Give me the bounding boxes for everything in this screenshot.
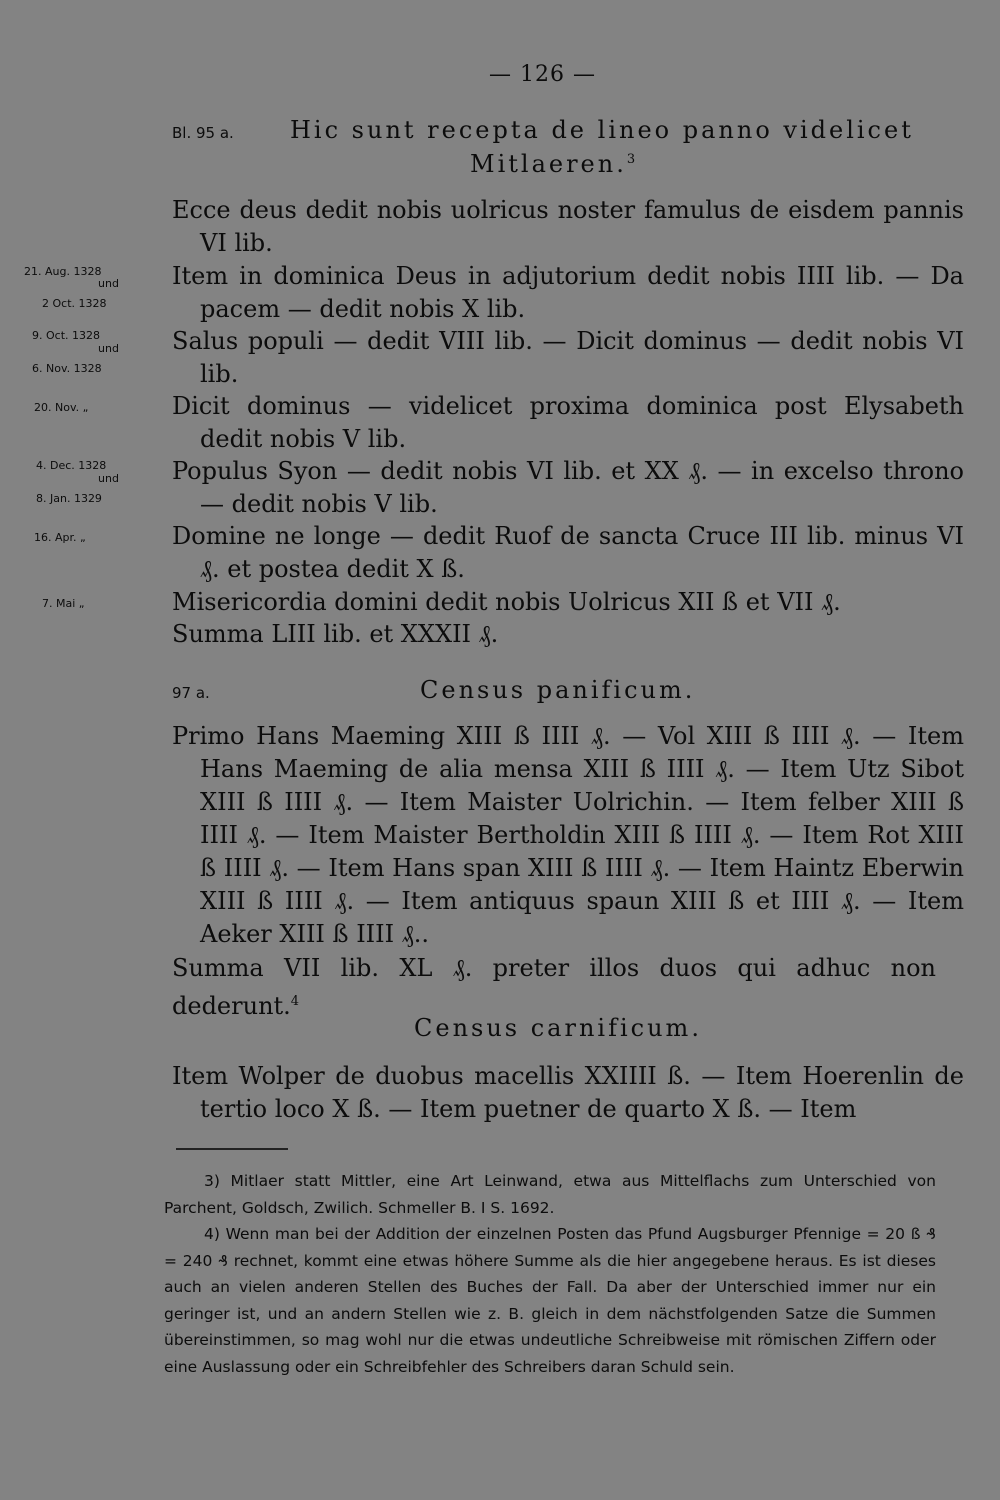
entry-line: Salus populi — dedit VIII lib. — Dicit dominus — dedit nobis VI lib. (172, 327, 964, 388)
margin-date: 20. Nov. „ (34, 401, 89, 414)
footnote-divider (176, 1148, 288, 1150)
footnotes (164, 1168, 936, 1380)
footnote-ref-3: 3 (626, 152, 639, 167)
entry-line: Populus Syon — dedit nobis VI lib. et XX ₰. — in excelso throno — dedit nobis V lib. (172, 457, 964, 518)
census-paragraph: Primo Hans Maeming XIII ß IIII ₰. — Vol XIII ß IIII ₰. — Item Hans Maeming de alia mensa XIII ß IIII ₰. — Item Utz Sibot XIII ß IIII ₰. — Item Maister Uolrichin. — Item felber XIII ß IIII ₰. — Item Maister Bertholdin XIII ß IIII ₰. — Item Rot XIII ß IIII ₰. — Item Hans span XIII ß IIII ₰. — Item Haintz Eberwin XIII ß IIII ₰. — Item antiquus spaun XIII ß et IIII ₰. — Item Aeker XIII ß IIII ₰.. (172, 722, 964, 948)
summa-line: Summa LIII lib. et XXXII ₰. (172, 620, 499, 648)
summa-line (172, 952, 936, 1023)
margin-date: 2 Oct. 1328 (42, 297, 107, 310)
section-heading-1 (290, 116, 914, 144)
summa-text: Summa VII lib. XL ₰. preter illos duos qui adhuc non dederunt. (172, 954, 936, 1020)
page-number: — 126 — (489, 62, 596, 87)
census-paragraph: Item Wolper de duobus macellis XXIIII ß. — Item Hoerenlin de tertio loco X ß. — Item puetner de quarto X ß. — Item (172, 1062, 964, 1123)
heading-line-1: Hic sunt recepta de lineo panno videlicet (290, 116, 914, 144)
footnote: 4) Wenn man bei der Addition der einzelnen Posten das Pfund Augsburger Pfennige = 20 ß ₰ = 240 ₰ rechnet, kommt eine etwas höhere Summe als die hier angegebene heraus. Es ist dieses auch an vielen anderen Stellen des Buches der Fall. Da aber der Unterschied immer nur ein geringer ist, und an andern Stellen wie z. B. gleich in dem nächstfolgenden Satze die Summen übereinstimmen, so mag wohl nur die etwas undeutliche Schreibweise mit römischen Ziffern oder eine Auslassung oder ein Schreibfehler des Schreibers daran Schuld sein. (164, 1225, 936, 1376)
entry-line: Domine ne longe — dedit Ruof de sancta Cruce III lib. minus VI ₰. et postea dedit X ß. (172, 522, 964, 583)
margin-date: 6. Nov. 1328 (32, 362, 102, 375)
section-heading-2: Census panificum. (420, 676, 696, 704)
margin-und: und (98, 472, 119, 485)
margin-date: 7. Mai „ (42, 597, 85, 610)
entry-line: Dicit dominus — videlicet proxima dominica post Elysabeth dedit nobis V lib. (172, 392, 964, 453)
margin-date: 16. Apr. „ (34, 531, 86, 544)
entry-line: Item in dominica Deus in adjutorium dedit nobis IIII lib. — Da pacem — dedit nobis X lib. (172, 262, 964, 323)
entry-line: Ecce deus dedit nobis uolricus noster famulus de eisdem pannis VI lib. (172, 196, 964, 257)
margin-date: 4. Dec. 1328 (36, 459, 107, 472)
heading-line-2: Mitlaeren. (470, 150, 627, 178)
footnote: 3) Mitlaer statt Mittler, eine Art Leinwand, etwa aus Mittelflachs zum Unterschied von Parchent, Goldsch, Zwilich. Schmeller B. I S. 1692. (164, 1172, 936, 1217)
section-heading-3: Census carnificum. (414, 1014, 702, 1042)
margin-date: 21. Aug. 1328 (24, 265, 102, 278)
entry-line: Misericordia domini dedit nobis Uolricus XII ß et VII ₰. (172, 588, 841, 616)
folio-reference: 97 a. (172, 684, 210, 702)
margin-und: und (98, 277, 119, 290)
margin-und: und (98, 342, 119, 355)
footnote-ref-4: 4 (290, 994, 300, 1009)
section-heading-1-cont (470, 150, 638, 178)
margin-date: 9. Oct. 1328 (32, 329, 100, 342)
margin-date: 8. Jan. 1329 (36, 492, 102, 505)
folio-reference: Bl. 95 a. (172, 124, 234, 142)
